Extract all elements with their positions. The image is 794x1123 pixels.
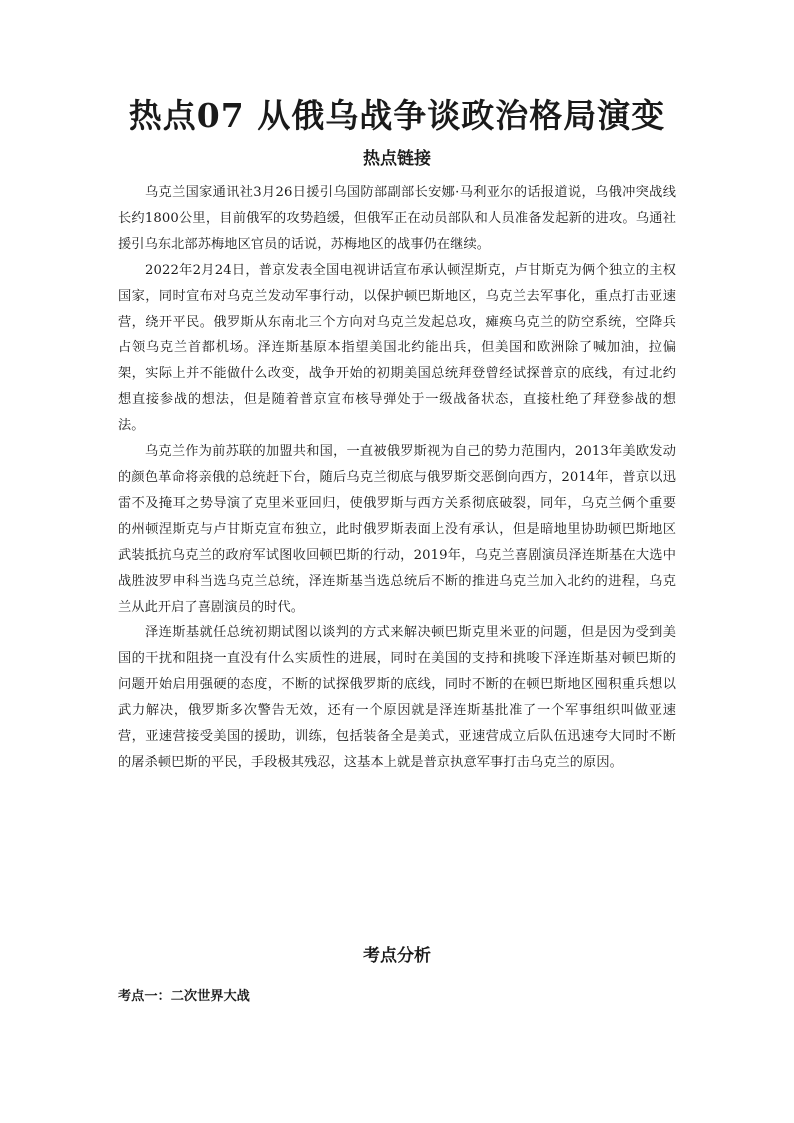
paragraph-4: 泽连斯基就任总统初期试图以谈判的方式来解决顿巴斯克里米亚的问题，但是因为受到美国的干扰和阻挠一直没有什么实质性的进展，同时在美国的支持和挑唆下泽连斯基对顿巴斯的问题开始启用强硬的态度，不断的试探俄罗斯的底线，同时不断的在顿巴斯地区囤积重兵想以武力解决，俄罗斯多次警告无效，还有一个原因就是泽连斯基批准了一个军事组织叫做亚速营，亚速营接受美国的援助，训练，包括装备全是美式，亚速营成立后队伍迅速夸大同时不断的屠杀顿巴斯的平民，手段极其残忍，这基本上就是普京执意军事打击乌克兰的原因。 xyxy=(118,625,676,770)
body-text xyxy=(118,180,676,776)
paragraph-1: 乌克兰国家通讯社3月26日援引乌国防部副部长安娜·马利亚尔的话报道说，乌俄冲突战线长约1800公里，目前俄军的攻势趋缓，但俄军正在动员部队和人员准备发起新的进攻。乌通社援引乌东北部苏梅地区官员的话说，苏梅地区的战事仍在继续。 xyxy=(118,185,676,252)
analysis-heading: 考点分析 xyxy=(363,946,431,966)
paragraph-3: 乌克兰作为前苏联的加盟共和国，一直被俄罗斯视为自己的势力范围内，2013年美欧发动的颜色革命将亲俄的总统赶下台，随后乌克兰彻底与俄罗斯交恶倒向西方，2014年，普京以迅雷不及掩耳之势导演了克里米亚回归，使俄罗斯与西方关系彻底破裂，同年，乌克兰俩个重要的州顿涅斯克与卢甘斯克宣布独立，此时俄罗斯表面上没有承认，但是暗地里协助顿巴斯地区武装抵抗乌克兰的政府军试图收回顿巴斯的行动，2019年，乌克兰喜剧演员泽连斯基在大选中战胜波罗申科当选乌克兰总统，泽连斯基当选总统后不断的推进乌克兰加入北约的进程，乌克兰从此开启了喜剧演员的时代。 xyxy=(118,444,676,615)
page-title: 热点07 从俄乌战争谈政治格局演变 xyxy=(128,96,666,135)
hot-link-heading: 热点链接 xyxy=(363,149,431,169)
kaodian-1-heading: 考点一：二次世界大战 xyxy=(118,989,250,1004)
paragraph-2: 2022年2月24日，普京发表全国电视讲话宣布承认顿涅斯克，卢甘斯克为俩个独立的主权国家，同时宣布对乌克兰发动军事行动，以保护顿巴斯地区，乌克兰去军事化，重点打击亚速营，绕开平民。俄罗斯从东南北三个方向对乌克兰发起总攻，瘫痪乌克兰的防空系统，空降兵占领乌克兰首都机场。泽连斯基原本指望美国北约能出兵，但美国和欧洲除了喊加油，拉偏架，实际上并不能做什么改变，战争开始的初期美国总统拜登曾经试探普京的底线，有过北约想直接参战的想法，但是随着普京宣布核导弹处于一级战备状态，直接杜绝了拜登参战的想法。 xyxy=(118,262,676,434)
